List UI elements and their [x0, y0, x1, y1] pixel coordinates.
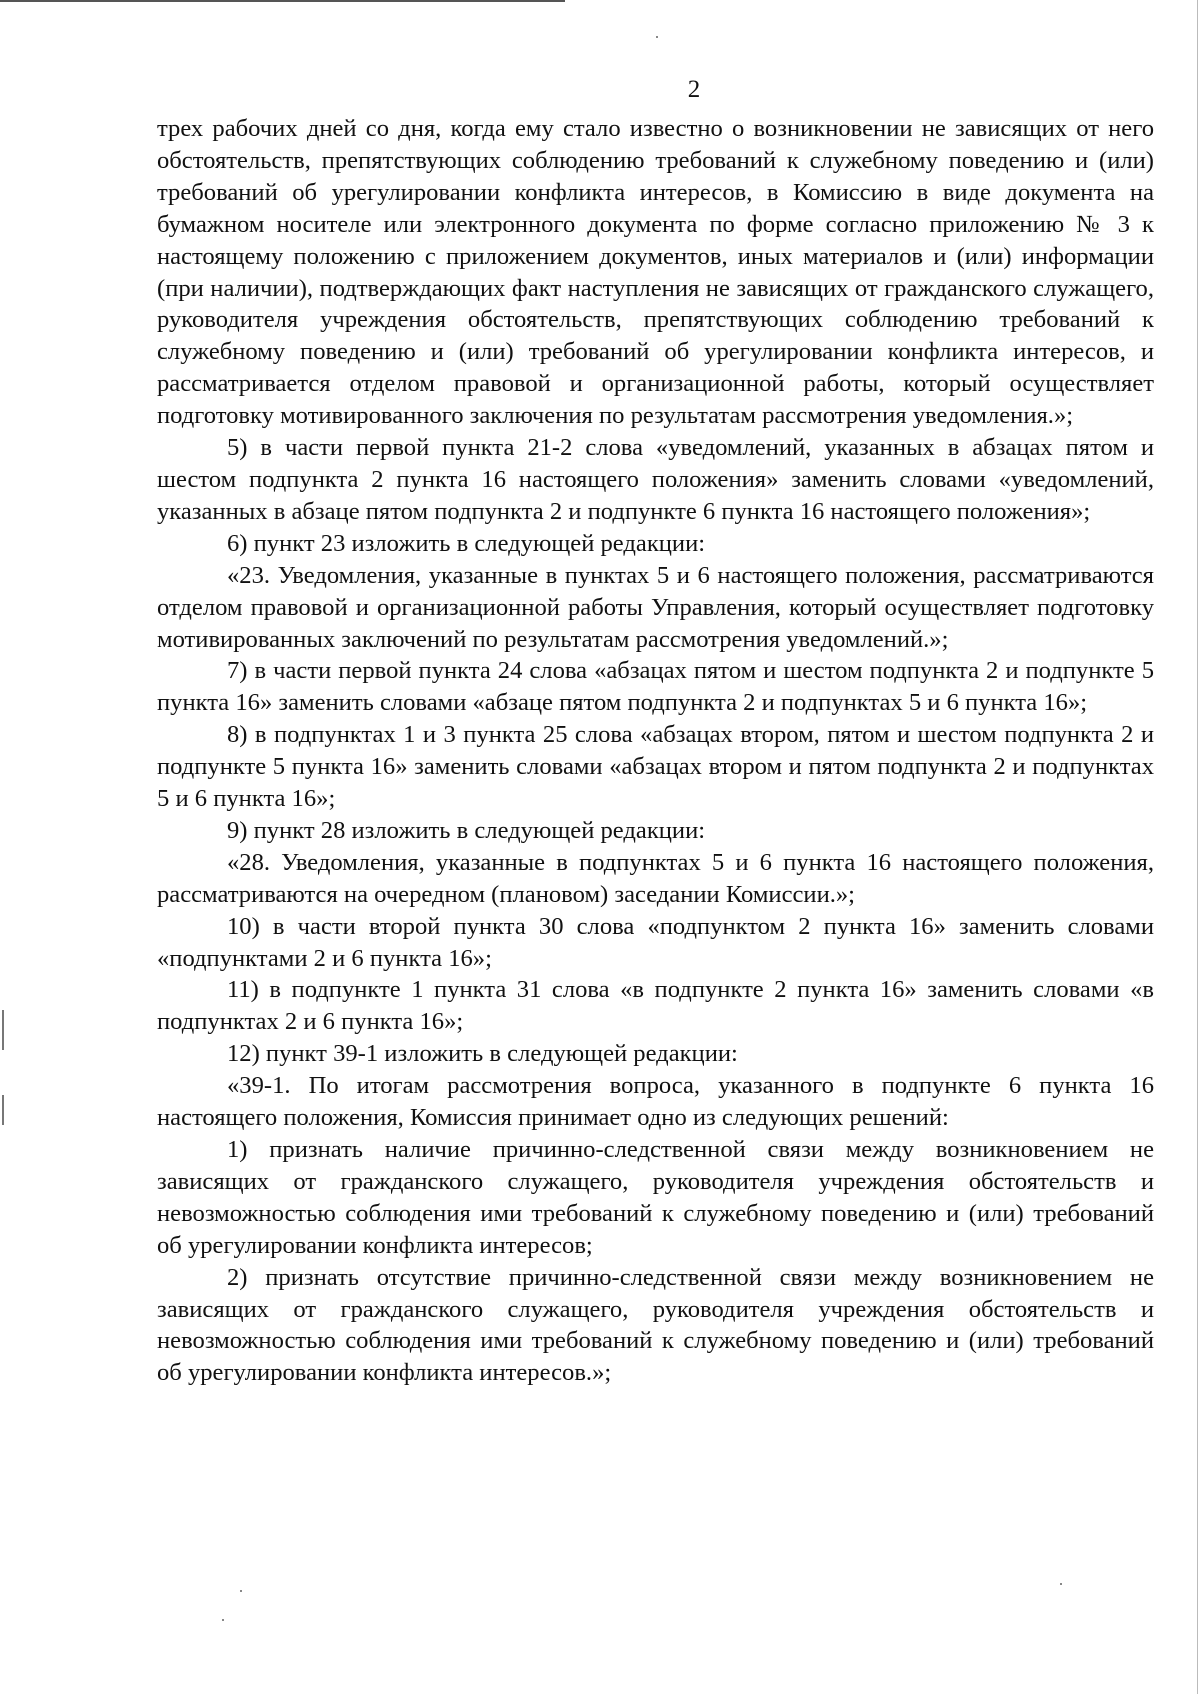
scan-edge-right: [1197, 0, 1198, 1694]
paragraph-decision-1: 1) признать наличие причинно-следственной связи между возникновением не зависящих от гражданского служащего, руководителя учреждения обстоятельств и невозможностью соблюдения ими требований к служебному поведению и (или) требований об урегулировании конфликта интересов;: [157, 1136, 1154, 1259]
paragraph-decision-2: 2) признать отсутствие причинно-следственной связи между возникновением не зависящих от гражданского служащего, руководителя учреждения обстоятельств и невозможностью соблюдения ими требований к служебному поведению и (или) требований об урегулировании конфликта интересов.»;: [157, 1263, 1154, 1387]
scan-speck: [222, 1619, 224, 1621]
paragraph-quote-39-1: «39-1. По итогам рассмотрения вопроса, указанного в подпункте 6 пункта 16 настоящего положения, Комиссия принимает одно из следующих решений:: [157, 1072, 1154, 1132]
paragraph-item-8: 8) в подпунктах 1 и 3 пункта 25 слова «абзацах втором, пятом и шестом подпункта 2 и подпункте 5 пункта 16» заменить словами «абзацах втором и пятом подпункта 2 и подпунктах 5 и 6 пункта 16»;: [157, 721, 1154, 813]
scan-speck: [1060, 1583, 1062, 1585]
paragraph-quote-28: «28. Уведомления, указанные в подпунктах 5 и 6 пункта 16 настоящего положения, рассматриваются на очередном (плановом) заседании Комиссии.»;: [157, 848, 1154, 908]
scan-edge-left: [2, 1095, 4, 1125]
paragraph-item-7: 7) в части первой пункта 24 слова «абзацах пятом и шестом подпункта 2 и подпункте 5 пункта 16» заменить словами «абзаце пятом подпункта 2 и подпунктах 5 и 6 пункта 16»;: [157, 657, 1154, 717]
paragraph-item-12: 12) пункт 39-1 изложить в следующей редакции:: [227, 1040, 738, 1068]
paragraph-item-6: 6) пункт 23 изложить в следующей редакции:: [227, 529, 706, 557]
paragraph-item-10: 10) в части второй пункта 30 слова «подпунктом 2 пункта 16» заменить словами «подпунктами 2 и 6 пункта 16»;: [157, 912, 1154, 972]
paragraph-item-5: 5) в части первой пункта 21-2 слова «уведомлений, указанных в абзацах пятом и шестом подпункта 2 пункта 16 настоящего положения» заменить словами «уведомлений, указанных в абзаце пятом подпункта 2 и подпункте 6 пункта 16 настоящего положения»;: [157, 434, 1154, 525]
paragraph-item-9: 9) пункт 28 изложить в следующей редакции:: [227, 816, 706, 844]
scan-edge-top: [0, 0, 565, 2]
paragraph-item-11: 11) в подпункте 1 пункта 31 слова «в подпункте 2 пункта 16» заменить словами «в подпунктах 2 и 6 пункта 16»;: [157, 976, 1154, 1036]
scan-speck: [240, 1590, 242, 1592]
document-body: [157, 113, 1154, 1389]
scan-edge-left: [2, 1010, 4, 1050]
paragraph-continuation: трех рабочих дней со дня, когда ему стало известно о возникновении не зависящих от него обстоятельств, препятствующих соблюдению требований к служебному поведению и (или) требований об урегулировании конфликта интересов, в Комиссию в виде документа на бумажном носителе или электронного документа по форме согласно приложению № 3 к настоящему положению с приложением документов, иных материалов и (или) информации (при наличии), подтверждающих факт наступления не зависящих от гражданского служащего, руководителя учреждения обстоятельств, препятствующих соблюдению требований к служебному поведению и (или) требований об урегулировании конфликта интересов, и рассматривается отделом правовой и организационной работы, который осуществляет подготовку мотивированного заключения по результатам рассмотрения уведомления.»;: [157, 115, 1154, 430]
paragraph-quote-23: «23. Уведомления, указанные в пунктах 5 и 6 настоящего положения, рассматриваются отделом правовой и организационной работы Управления, который осуществляет подготовку мотивированных заключений по результатам рассмотрения уведомлений.»;: [157, 561, 1154, 653]
scan-speck: [656, 36, 658, 38]
page-number: 2: [687, 76, 701, 103]
